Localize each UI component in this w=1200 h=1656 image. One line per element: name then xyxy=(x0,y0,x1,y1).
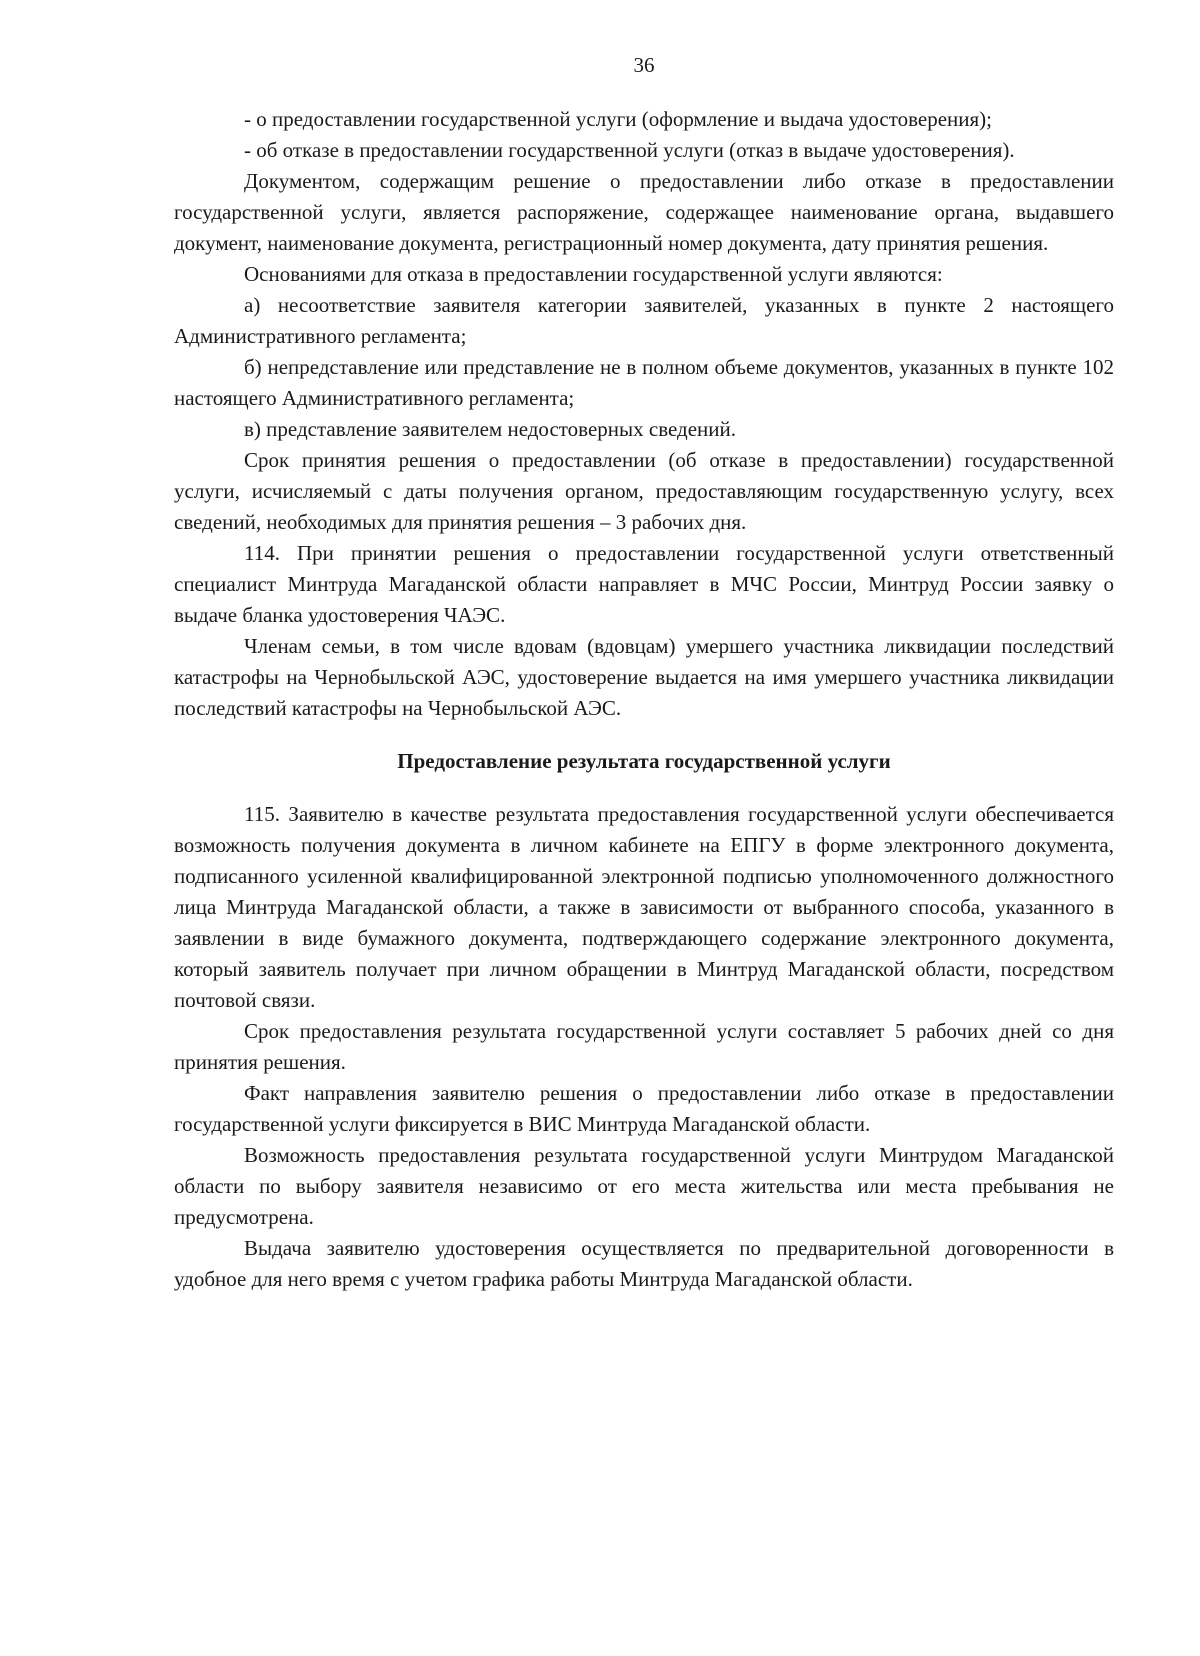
paragraph-result-fixation: Факт направления заявителю решения о предоставлении либо отказе в предоставлении государственной услуги фиксируется в ВИС Минтруда Магаданской области. xyxy=(174,1081,1114,1136)
paragraph-refusal-grounds-intro: Основаниями для отказа в предоставлении государственной услуги являются: xyxy=(244,262,943,286)
paragraph-115: 115. Заявителю в качестве результата предоставления государственной услуги обеспечивается возможность получения документа в личном кабинете на ЕПГУ в форме электронного документа, подписанного усиленной квалифицированной электронной подписью уполномоченного должностного лица Минтруда Магаданской области, а также в зависимости от выбранного способа, указанного в заявлении в виде бумажного документа, подтверждающего содержание электронного документа, который заявитель получает при личном обращении в Минтруд Магаданской области, посредством почтовой связи. xyxy=(174,802,1114,1012)
paragraph-issuance: Выдача заявителю удостоверения осуществляется по предварительной договоренности в удобное для него время с учетом графика работы Минтруда Магаданской области. xyxy=(174,1236,1114,1291)
paragraph-decision-document: Документом, содержащим решение о предоставлении либо отказе в предоставлении государственной услуги, является распоряжение, содержащее наименование органа, выдавшего документ, наименование документа, регистрационный номер документа, дату принятия решения. xyxy=(174,169,1114,255)
paragraph-refusal-ground-a: а) несоответствие заявителя категории заявителей, указанных в пункте 2 настоящего Административного регламента; xyxy=(174,293,1114,348)
paragraph-114: 114. При принятии решения о предоставлении государственной услуги ответственный специалист Минтруда Магаданской области направляет в МЧС России, Минтруд России заявку о выдаче бланка удостоверения ЧАЭС. xyxy=(174,541,1114,627)
paragraph-family-members: Членам семьи, в том числе вдовам (вдовцам) умершего участника ликвидации последствий катастрофы на Чернобыльской АЭС, удостоверение выдается на имя умершего участника ликвидации последствий катастрофы на Чернобыльской АЭС. xyxy=(174,634,1114,720)
paragraph-extraterritorial: Возможность предоставления результата государственной услуги Минтрудом Магаданской области по выбору заявителя независимо от его места жительства или места пребывания не предусмотрена. xyxy=(174,1143,1114,1229)
paragraph-result-term: Срок предоставления результата государственной услуги составляет 5 рабочих дней со дня принятия решения. xyxy=(174,1019,1114,1074)
section-heading: Предоставление результата государственной услуги xyxy=(397,749,891,773)
document-page xyxy=(174,0,1114,1656)
paragraph-result-refusal: - об отказе в предоставлении государственной услуги (отказ в выдаче удостоверения). xyxy=(244,138,1015,162)
paragraph-decision-term: Срок принятия решения о предоставлении (об отказе в предоставлении) государственной услуги, исчисляемый с даты получения органом, предоставляющим государственную услугу, всех сведений, необходимых для принятия решения – 3 рабочих дня. xyxy=(174,448,1114,534)
paragraph-refusal-ground-v: в) представление заявителем недостоверных сведений. xyxy=(244,417,737,441)
paragraph-refusal-ground-b: б) непредставление или представление не в полном объеме документов, указанных в пункте 102 настоящего Административного регламента; xyxy=(174,355,1114,410)
document-body xyxy=(174,104,1114,1295)
paragraph-result-grant: - о предоставлении государственной услуги (оформление и выдача удостоверения); xyxy=(244,107,993,131)
page-number: 36 xyxy=(633,53,655,77)
